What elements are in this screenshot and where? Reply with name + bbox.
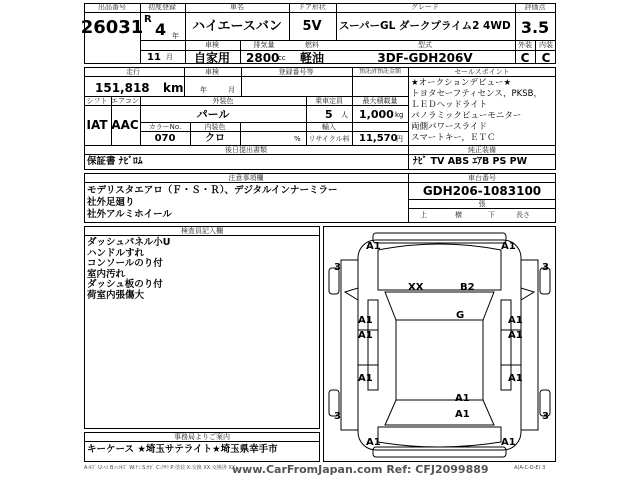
mileage-label: 走行 xyxy=(126,68,140,76)
damage-mark: A1 xyxy=(366,437,381,448)
yen-unit: 円 xyxy=(396,135,403,143)
damage-mark: A1 xyxy=(366,241,381,252)
options: 保証書 ﾅﾋﾞﾛﾑ xyxy=(87,156,143,167)
inspection-type: 自家用 xyxy=(193,51,231,65)
options-label: 後日提出書類 xyxy=(225,146,267,154)
shift: IAT xyxy=(86,118,108,132)
import-label: 輸入 xyxy=(322,123,336,131)
rows-label: 張 xyxy=(478,200,486,208)
sales-points-list xyxy=(411,78,542,144)
inspector-line: コンソールのり付 xyxy=(87,258,163,269)
damage-mark: A1 xyxy=(501,437,516,448)
aircon: AAC xyxy=(111,118,139,132)
km-unit: km xyxy=(163,81,184,95)
grade-label: グレード xyxy=(411,3,439,11)
car-name-label: 車名 xyxy=(230,3,244,11)
damage-mark: A1 xyxy=(501,241,516,252)
capacity-label: 乗車定員 xyxy=(315,97,343,105)
damage-mark: 3 xyxy=(334,411,341,422)
recycle-fee-label: リサイクル料 xyxy=(308,135,350,143)
fuel: 軽油 xyxy=(299,51,325,65)
damage-mark: 3 xyxy=(542,262,549,273)
sales-points-label: セールスポイント xyxy=(454,68,510,76)
scale-text: A(A-C-D-E) 3 xyxy=(514,465,546,471)
color-no: 070 xyxy=(154,133,176,144)
damage-mark: A1 xyxy=(358,315,373,326)
model-code: 3DF-GDH206V xyxy=(377,51,473,65)
car-name: ハイエースバン xyxy=(192,19,282,34)
ext-color: パール xyxy=(196,108,230,121)
sales-point: トヨタセーフティセンス，PKSB， xyxy=(411,89,542,99)
interior-label: 内装 xyxy=(539,41,553,49)
note-line: モデリスタエアロ（Ｆ・Ｓ・Ｒ）、デジタルインナーミラー xyxy=(87,185,338,196)
ext-color-label: 外装色 xyxy=(212,97,234,105)
year-unit: 年 xyxy=(172,32,179,40)
score-label: 評価点 xyxy=(524,3,546,11)
damage-legend: A:ｷｽﾞ U:ﾍｺ B:ﾍｺｷｽﾞ W:ﾅﾐ S:ｻﾋﾞ C:ｸｻﾘ P:塗装 X:交換 XX:交換済 XX: xyxy=(84,465,238,471)
inspector-label: 検査員記入欄 xyxy=(181,227,223,235)
damage-mark: A1 xyxy=(508,330,523,341)
color-no-label: カラーNo. xyxy=(148,123,182,131)
damage-mark: A1 xyxy=(455,393,470,404)
sales-point: ★オークションデビュー★ xyxy=(411,78,512,88)
inspection-label: 車検 xyxy=(205,41,219,49)
notes-label: 注意事項欄 xyxy=(228,174,264,182)
inspector-line: 荷室内張傷大 xyxy=(87,289,145,301)
int-color-label: 内装色 xyxy=(204,123,226,131)
damage-mark: A1 xyxy=(358,373,373,384)
inspector-line: ダッシュ板のり付 xyxy=(87,279,163,290)
inspector-line: ハンドルすれ xyxy=(87,247,145,259)
capacity: 5 xyxy=(325,108,333,121)
fuel-label: 燃料 xyxy=(305,41,319,49)
score: 3.5 xyxy=(520,18,550,37)
chassis-label: 車台番号 xyxy=(468,174,496,182)
car-outline-diagram xyxy=(323,230,556,462)
reg-month: 11 xyxy=(147,52,161,63)
damage-mark: A1 xyxy=(358,330,373,341)
sales-point: ＬＥＤヘッドライト xyxy=(411,100,488,110)
damage-mark: A1 xyxy=(508,315,523,326)
chassis-number: GDH206-1083100 xyxy=(422,184,542,198)
equipment: ﾅﾋﾞ TV ABS ｴｱB PS PW xyxy=(413,156,528,167)
cc-unit: cc xyxy=(278,54,286,62)
first-reg-label: 初度登録 xyxy=(148,3,176,11)
sales-point: パノラミックビューモニター xyxy=(411,111,522,121)
lot-number: 26031 xyxy=(80,17,144,38)
damage-mark: A1 xyxy=(455,409,470,420)
damage-mark: A1 xyxy=(508,373,523,384)
load-unit: kg xyxy=(395,111,404,119)
shift-label: シフト xyxy=(86,97,108,105)
mileage: 151,818 xyxy=(95,81,150,95)
sales-point: 両側パワースライド xyxy=(411,122,487,132)
damage-mark: 3 xyxy=(542,411,549,422)
interior-grade: C xyxy=(541,51,551,65)
note-line: 社外アルミホイール xyxy=(87,209,172,220)
shaken-year-unit: 年 xyxy=(200,86,207,94)
sales-point: スマートキー，ＥＴＣ xyxy=(411,133,496,143)
shaken-month-unit: 月 xyxy=(228,86,235,94)
shaken-label: 車検 xyxy=(205,68,219,76)
reg-no-label: 登録番号等 xyxy=(278,68,314,76)
doors-label: ドア形状 xyxy=(298,3,326,11)
exterior-grade: C xyxy=(520,51,530,65)
exterior-label: 外装 xyxy=(518,41,532,49)
row-upper-label: 上 xyxy=(420,211,427,219)
damage-mark: B2 xyxy=(460,282,475,293)
damage-mark: G xyxy=(456,310,465,321)
capacity-unit: 人 xyxy=(341,111,348,119)
era: R xyxy=(144,14,152,25)
grade: スーパーGL ダークプライム2 4WD xyxy=(339,20,511,32)
inspector-line: 室内汚れ xyxy=(87,268,126,280)
lot-no-label: 出品番号 xyxy=(98,3,126,11)
int-color: クロ xyxy=(205,133,225,144)
row-side-label: 横 xyxy=(455,211,462,219)
watermark: www.CarFromJapan.com Ref: CFJ2099889 xyxy=(232,463,489,476)
damage-mark: XX xyxy=(408,282,424,293)
equipment-label: 純正装備 xyxy=(468,146,496,154)
load-label: 最大積載量 xyxy=(362,97,398,105)
row-length-label: 長さ xyxy=(516,211,530,219)
reg-year: 4 xyxy=(155,20,167,39)
month-unit: 月 xyxy=(166,53,173,61)
footer-label: 事務局よりご案内 xyxy=(174,433,230,441)
footer-text: キーケース ★埼玉サテライト★埼玉県幸手市 xyxy=(87,444,278,455)
displacement: 2800 xyxy=(246,51,280,65)
ac-label: エアコン xyxy=(111,97,139,105)
max-load: 1,000 xyxy=(359,108,394,121)
recycle-deposit-label: 預託済預託金額 xyxy=(358,68,402,75)
model-label: 型式 xyxy=(418,41,432,49)
percent-unit: % xyxy=(294,135,301,143)
door-shape: 5V xyxy=(302,19,322,34)
damage-mark: 3 xyxy=(334,262,341,273)
note-line: 社外足廻り xyxy=(87,197,135,208)
row-lower-label: 下 xyxy=(488,211,495,219)
inspector-line: ダッシュパネル小U xyxy=(87,237,171,248)
displacement-label: 排気量 xyxy=(253,41,275,49)
notes-list xyxy=(87,185,338,221)
recycle-fee: 11,570 xyxy=(359,133,398,144)
inspector-notes xyxy=(87,238,171,301)
